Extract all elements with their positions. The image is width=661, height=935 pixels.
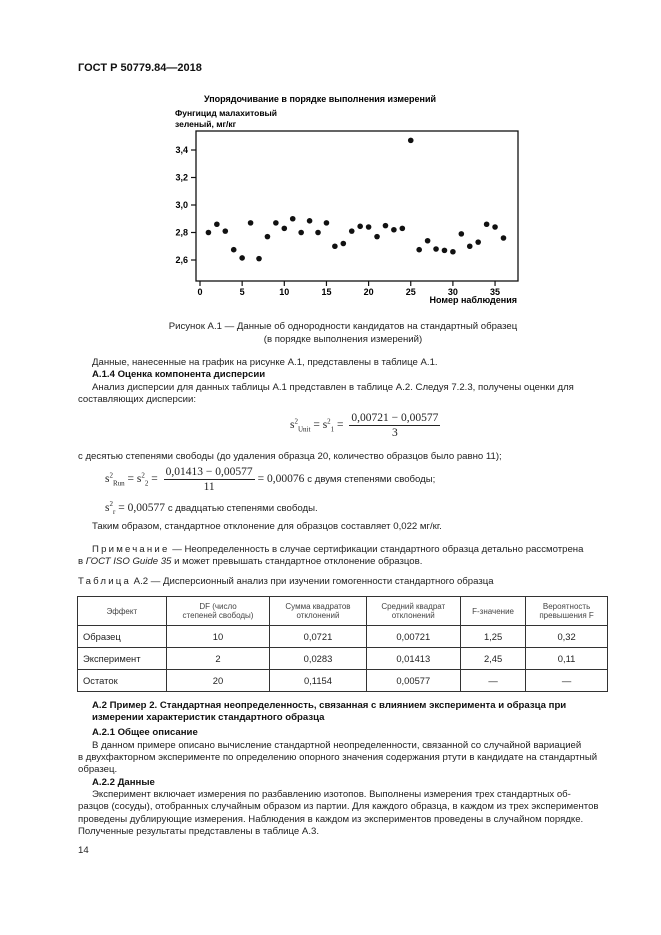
note-line1 — [92, 544, 632, 556]
note-text: — Неопределенность в случае сертификации стандартного образца детально рассмотрена — [169, 544, 584, 555]
paragraph: Полученные результаты представлены в таблице А.3. — [78, 826, 319, 837]
data-point — [391, 227, 397, 233]
cell: Эксперимент — [78, 648, 167, 670]
header-text: Вероятность — [542, 602, 591, 611]
formula-run-variance: $s^2_{Run} = s^2_2$ = $\frac{0,01413 - 0,00577}{11}$ = 0,00076 с двумя степенями свободы; — [105, 466, 436, 493]
cell: 0,01413 — [366, 648, 460, 670]
figure-caption-line1: Рисунок А.1 — Данные об однородности кандидатов на стандартный образец — [168, 321, 518, 332]
table-row — [78, 670, 608, 692]
formula-tail-text: с двумя степенями свободы; — [307, 474, 436, 486]
formula-sub: Unit — [297, 425, 311, 434]
formula-result: = 0,00076 — [257, 473, 305, 486]
x-tick-label: 20 — [363, 287, 374, 297]
data-point — [467, 243, 473, 249]
y-tick-label: 3,0 — [175, 200, 188, 210]
header-effect — [78, 597, 167, 626]
chart-marks — [175, 138, 506, 297]
data-point — [273, 220, 279, 226]
header-text: Средний квадрат — [381, 602, 446, 611]
numerator: 0,01413 − 0,00577 — [165, 466, 253, 478]
paragraph: Эксперимент включает измерения по разбавлению изотопов. Выполнены измерения трех стандартных об- — [92, 789, 571, 800]
header-text: Сумма квадратов — [285, 602, 351, 611]
data-point — [231, 247, 237, 253]
header-p — [526, 597, 608, 626]
data-point — [265, 234, 271, 240]
data-point — [366, 224, 372, 230]
note-text: и может превышать стандартное отклонение образцов. — [171, 556, 423, 567]
data-point — [256, 256, 262, 262]
data-point — [222, 228, 228, 234]
formula-sup: 2 — [109, 471, 113, 480]
paragraph: проведены дублирующие измерения. Наблюдения в каждом из экспериментов проведены в случайном порядке. — [78, 814, 584, 825]
formula-sup: 2 — [109, 500, 113, 508]
section-heading-a2: А.2 Пример 2. Стандартная неопределенность, связанная с влиянием эксперимента и образца при — [92, 700, 567, 711]
data-point — [374, 234, 380, 240]
paragraph: с десятью степенями свободы (до удаления образца 20, количество образцов было равно 11); — [78, 451, 502, 462]
data-point — [433, 246, 439, 252]
formula-sup: 2 — [327, 417, 331, 426]
section-heading-a2: измерении характеристик стандартного образца — [92, 712, 325, 723]
scatter-chart — [150, 88, 530, 310]
table-header-row — [78, 597, 608, 626]
data-point — [383, 223, 389, 229]
paragraph: в двухфакторном эксперименте по определению опорного значения содержания ртути в кандидате на стандартный — [78, 752, 598, 763]
paragraph: составляющих дисперсии: — [78, 394, 197, 405]
header-df — [166, 597, 270, 626]
data-point — [357, 224, 363, 230]
data-point — [459, 231, 465, 237]
cell: — — [461, 670, 526, 692]
cell: 2,45 — [461, 648, 526, 670]
data-point — [416, 247, 422, 253]
denominator: 3 — [392, 427, 398, 439]
data-point — [442, 248, 448, 254]
formula-sub: r — [112, 508, 116, 517]
paragraph: Данные, нанесенные на график на рисунке А.1, представлены в таблице А.1. — [92, 357, 438, 368]
note-reference-link: ГОСТ ISO Guide 35 — [85, 556, 172, 567]
anova-table — [77, 596, 608, 692]
section-heading-a22: А.2.2 Данные — [92, 777, 155, 788]
y-axis-label-line2: зеленый, мг/кг — [175, 119, 237, 129]
table-row — [78, 626, 608, 648]
y-tick-label: 2,6 — [175, 255, 188, 265]
formula-sup: 2 — [141, 471, 145, 480]
x-axis-label: Номер наблюдения — [429, 295, 517, 305]
x-tick-label: 30 — [447, 287, 458, 297]
y-axis-label-line1: Фунгицид малахитовый — [175, 108, 278, 118]
formula-symbol: s — [290, 419, 295, 432]
cell: 0,11 — [526, 648, 608, 670]
cell: 10 — [166, 626, 270, 648]
cell: Остаток — [78, 670, 167, 692]
cell: 0,00577 — [366, 670, 460, 692]
cell: 0,0721 — [270, 626, 366, 648]
formula-sub: 2 — [144, 479, 149, 488]
cell: — — [526, 670, 608, 692]
header-text: превышения F — [539, 611, 594, 620]
data-point — [450, 249, 456, 255]
note-line2 — [78, 556, 618, 568]
formula-sub: Run — [112, 479, 125, 488]
data-point — [400, 226, 406, 232]
note-label: Примечание — [92, 544, 170, 555]
formula-symbol: s — [322, 419, 328, 432]
formula-symbol: s — [105, 501, 110, 514]
formula-result: = 0,00577 — [118, 501, 165, 514]
paragraph: разцов (сосуды), отобранных случайным образом из партии. Для каждого образца, в каждом из трех экспериментов — [78, 801, 599, 812]
data-point — [298, 230, 304, 236]
denominator: 11 — [203, 481, 215, 493]
data-point — [349, 228, 355, 234]
formula-residual-variance — [105, 500, 318, 516]
x-tick-label: 35 — [490, 287, 501, 297]
data-point — [307, 218, 313, 224]
x-tick-label: 25 — [405, 287, 416, 297]
header-text: Эффект — [106, 606, 138, 616]
figure-caption-line2: (в порядке выполнения измерений) — [263, 334, 423, 345]
x-tick-label: 0 — [197, 287, 203, 297]
header-f — [461, 597, 526, 626]
header-text: степеней свободы) — [182, 611, 254, 620]
section-heading-a14: А.1.4 Оценка компонента дисперсии — [92, 369, 266, 380]
note-text: в — [78, 556, 86, 567]
header-text: отклонений — [391, 611, 435, 620]
x-tick-label: 5 — [239, 287, 245, 297]
paragraph: Анализ дисперсии для данных таблицы А.1 представлен в таблице А.2. Следуя 7.2.3, получены оценки для — [92, 382, 574, 393]
cell: 0,32 — [526, 626, 608, 648]
data-point — [492, 224, 498, 230]
data-point — [425, 238, 431, 244]
formula-sup: 2 — [294, 417, 298, 426]
paragraph: В данном примере описано вычисление стандартной неопределенности, связанной со случайной вариацией — [92, 740, 582, 751]
table-caption — [78, 576, 618, 588]
data-point — [332, 243, 338, 249]
y-tick-label: 2,8 — [175, 227, 188, 238]
data-point — [475, 239, 481, 245]
cell: 2 — [166, 648, 270, 670]
y-tick-label: 3,2 — [175, 172, 188, 183]
fraction — [349, 412, 440, 439]
formula-tail-text: с двадцатью степенями свободы. — [167, 502, 318, 514]
x-tick-label: 10 — [279, 287, 290, 297]
cell: Образец — [78, 626, 167, 648]
cell: 0,0283 — [270, 648, 366, 670]
numerator: 0,00721 − 0,00577 — [351, 412, 439, 424]
cell: 20 — [166, 670, 270, 692]
cell: 1,25 — [461, 626, 526, 648]
page-number: 14 — [78, 845, 89, 856]
paragraph: образец. — [78, 764, 118, 775]
paragraph: Таким образом, стандартное отклонение для образцов составляет 0,022 мг/кг. — [92, 521, 442, 532]
header-ss — [270, 597, 366, 626]
data-point — [239, 255, 245, 261]
header-text: DF (число — [199, 602, 237, 611]
table-row — [78, 648, 608, 670]
section-heading-a21: А.2.1 Общее описание — [92, 727, 198, 738]
data-point — [408, 138, 414, 144]
data-point — [290, 216, 296, 222]
data-point — [206, 230, 212, 236]
y-tick-label: 3,4 — [175, 145, 188, 155]
fraction — [164, 466, 255, 493]
x-tick-label: 15 — [321, 287, 332, 297]
cell: 0,1154 — [270, 670, 366, 692]
data-point — [341, 241, 347, 247]
data-point — [315, 230, 321, 236]
data-point — [282, 226, 288, 232]
table-caption-label: Таблица — [78, 576, 132, 587]
chart-title: Упорядочивание в порядке выполнения измерений — [203, 94, 437, 104]
data-point — [248, 220, 254, 226]
formula-unit-variance: $s^2_{Unit} = s^2_1$ = $\frac{0,00721 - 0,00577}{3}$ — [290, 412, 439, 439]
document-header: ГОСТ Р 50779.84—2018 — [78, 62, 202, 74]
table-caption-text: А.2 — Дисперсионный анализ при изучении гомогенности стандартного образца — [131, 576, 494, 587]
data-point — [501, 235, 507, 241]
formula-symbol: s — [105, 473, 110, 486]
data-point — [484, 221, 490, 227]
cell: 0,00721 — [366, 626, 460, 648]
header-text: отклонений — [296, 611, 340, 620]
data-point — [214, 221, 220, 227]
data-point — [324, 220, 330, 226]
formula-sub: 1 — [330, 425, 335, 434]
header-ms — [366, 597, 460, 626]
header-text: F-значение — [472, 606, 514, 616]
formula-symbol: s — [136, 473, 142, 486]
